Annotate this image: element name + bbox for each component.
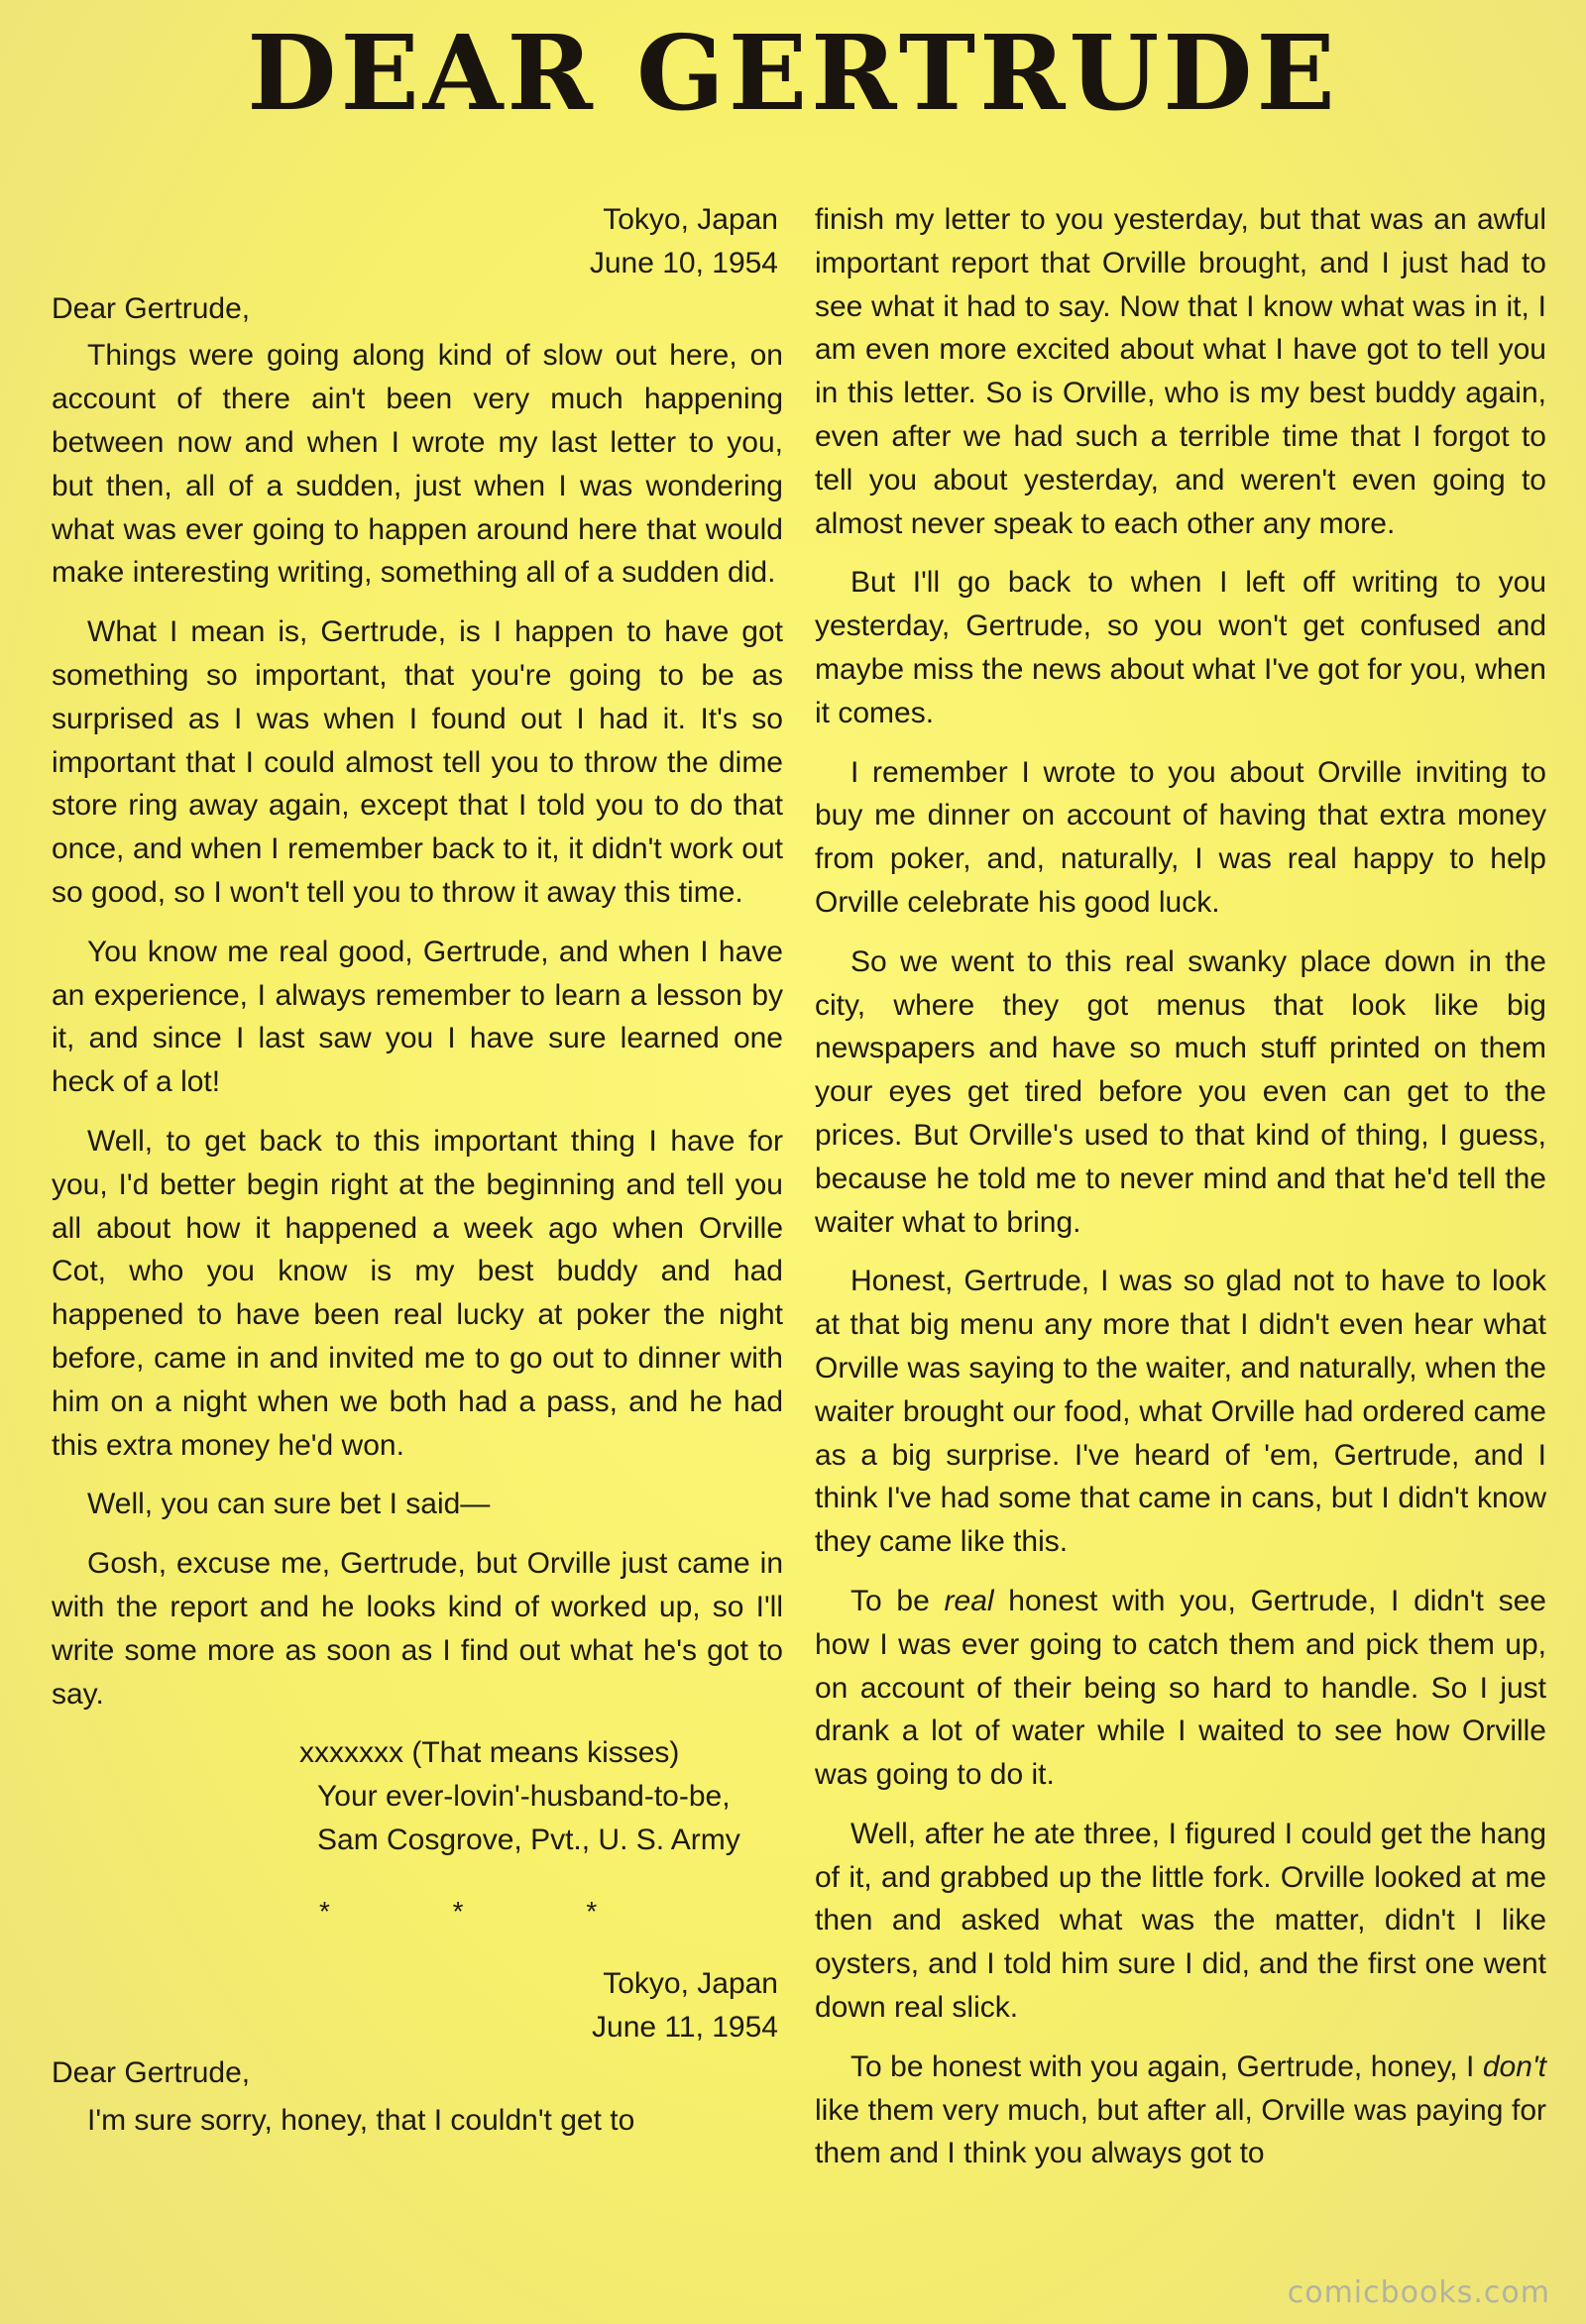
letter2-continued: finish my letter to you yesterday, but that was an awful important report that Orville brought, and I just had to see what it had to say. Now that I know what was in it, I am even more excited about what I have got to tell you in this letter. So is Orville, who is my best buddy again, even after we had such a terrible time that I forgot to tell you about yesterday, and weren't even going to almost never speak to each other any more.	[815, 203, 1546, 540]
text-segment: To be honest with you again, Gertrude, honey, I	[850, 2049, 1483, 2083]
left-column	[52, 198, 783, 2158]
letter2-paragraph: Honest, Gertrude, I was so glad not to have to look at that big menu any more that I didn't even hear what Orville was saying to the waiter, and naturally, when the waiter brought our food, what Orville had ordered came as a big surprise. I've heard of 'em, Gertrude, and I think I've had some that came in cans, but I didn't know they came like this.	[815, 1265, 1546, 1559]
letter1-paragraph: Things were going along kind of slow out here, on account of there ain't been very much happening between now and when I wrote my last letter to you, but then, all of a sudden, just when I was wondering what was ever going to happen around here that would make interesting writing, something all of a sudden did.	[52, 339, 783, 590]
letter2-paragraph: Well, after he ate three, I figured I could get the hang of it, and grabbed up the little fork. Orville looked at me then and asked what was the matter, didn't I like oysters, and I told him sure I did, and the first one went down real slick.	[815, 1817, 1546, 2025]
text-segment: To be	[850, 1584, 945, 1617]
letter1-closing: Your ever-lovin'-husband-to-be,	[317, 1780, 731, 1814]
page-title: DEAR GERTRUDE	[247, 12, 1339, 134]
letter1-date: June 10, 1954	[589, 246, 778, 279]
letter2-paragraph-last	[815, 2046, 1546, 2175]
letter2-paragraph: So we went to this real swanky place down in the city, where they got menus that look like big newspapers and have so much stuff printed on them your eyes get tired before you even can get to the prices. But Orville's used to that kind of thing, I guess, because he told me to never mind and that he'd tell the waiter what to bring.	[815, 944, 1546, 1239]
emphasis-text: real	[944, 1584, 994, 1617]
text-segment: honest with you, Gertrude, I didn't see how I was ever going to catch them and pick them up, on account of their being so hard to handle. So I just drank a lot of water while I waited to see how Orville was going to do it.	[815, 1584, 1546, 1792]
letter1-signature: Sam Cosgrove, Pvt., U. S. Army	[317, 1823, 740, 1856]
section-separator: * * *	[319, 1895, 655, 1927]
letter2-place: Tokyo, Japan	[603, 1967, 778, 2001]
letter2-paragraph: But I'll go back to when I left off writing to you yesterday, Gertrude, so you won't get confused and maybe miss the news about what I've got for you, when it comes.	[815, 566, 1546, 729]
emphasis-text: don't	[1482, 2049, 1546, 2083]
letter1-paragraph: Gosh, excuse me, Gertrude, but Orville just came in with the report and he looks kind of worked up, so I'll write some more as soon as I find out what he's got to say.	[52, 1547, 783, 1711]
letter2-salutation: Dear Gertrude,	[52, 2056, 251, 2090]
letter1-place: Tokyo, Japan	[603, 203, 778, 236]
letter1-kisses: xxxxxxx (That means kisses)	[299, 1736, 680, 1770]
text-segment: like them very much, but after all, Orville was paying for them and I think you always got to	[815, 2093, 1546, 2170]
letter1-paragraph: You know me real good, Gertrude, and when I have an experience, I always remember to learn a lesson by it, and since I last saw you I have sure learned one heck of a lot!	[52, 935, 783, 1099]
letter1-paragraph: Well, you can sure bet I said—	[87, 1488, 491, 1521]
letter1-paragraph: What I mean is, Gertrude, is I happen to have got something so important, that you're going to be as surprised as I was when I found out I had it. It's so important that I could almost tell you to throw the dime store ring away again, except that I told you to do that once, and when I remember back to it, it didn't work out so good, so I won't tell you to throw it away this time.	[52, 615, 783, 909]
letter2-paragraph: I remember I wrote to you about Orville inviting to buy me dinner on account of having that extra money from poker, and, naturally, I was real happy to help Orville celebrate his good luck.	[815, 755, 1546, 919]
letter2-paragraph-real	[815, 1580, 1546, 1797]
right-column	[815, 198, 1546, 2191]
letter2-opening: I'm sure sorry, honey, that I couldn't get to	[87, 2103, 635, 2137]
source-watermark: comicbooks.com	[1287, 2275, 1550, 2310]
letter2-date: June 11, 1954	[592, 2011, 778, 2045]
letter1-salutation: Dear Gertrude,	[52, 291, 251, 325]
letter1-paragraph: Well, to get back to this important thing I have for you, I'd better begin right at the beginning and tell you all about how it happened a week ago when Orville Cot, who you know is my best buddy and had happened to have been real lucky at poker the night before, came in and invited me to go out to dinner with him on a night when we both had a pass, and he had this extra money he'd won.	[52, 1124, 783, 1462]
